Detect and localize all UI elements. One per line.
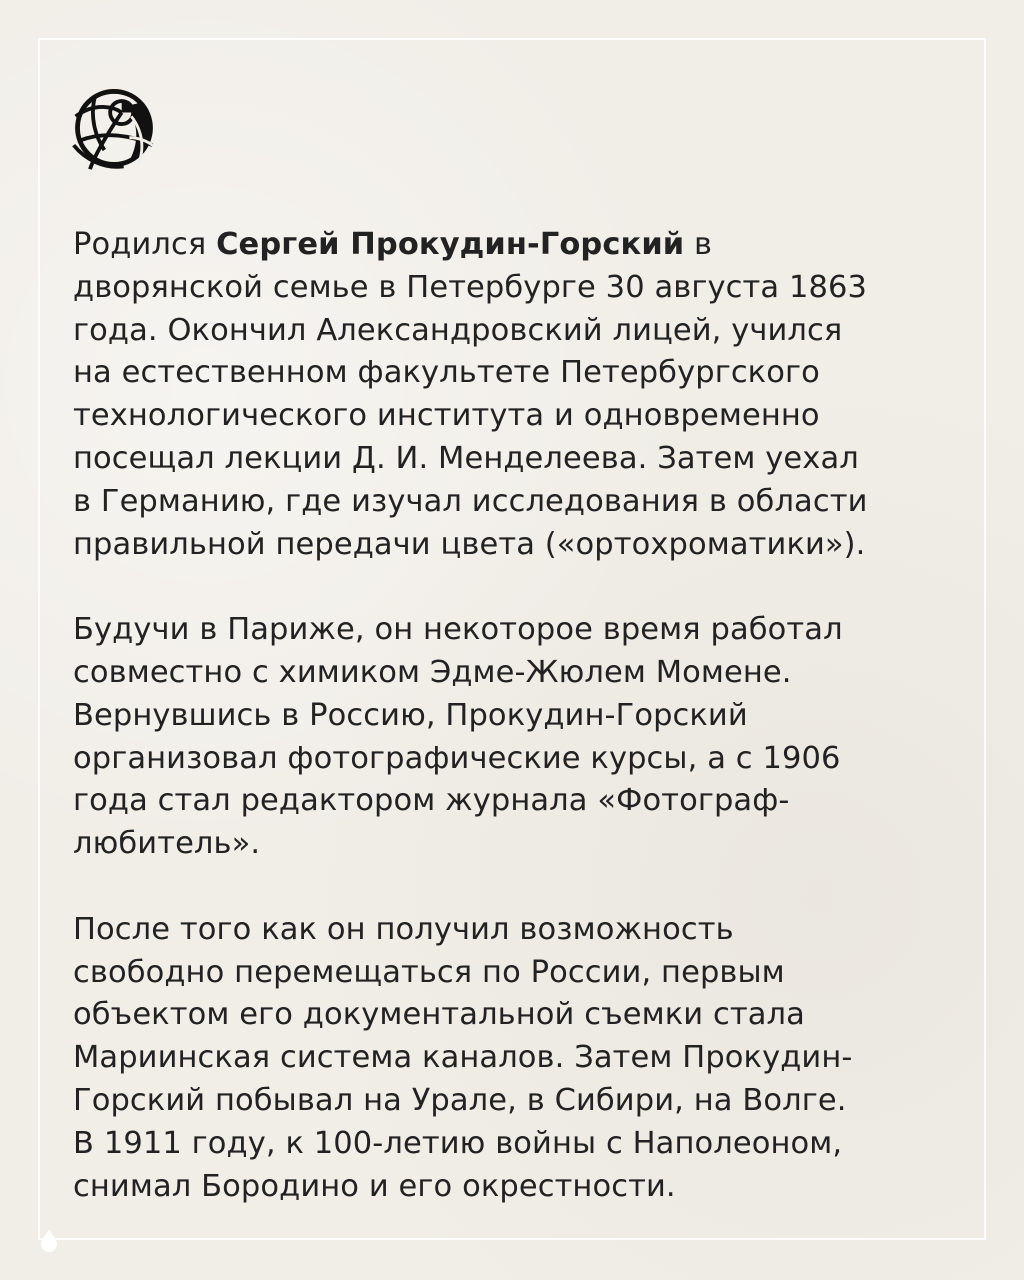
text-line: свободно перемещаться по России, первым bbox=[73, 954, 785, 990]
text-line: года. Окончил Александровский лицей, учился bbox=[73, 312, 843, 348]
text-line: правильной передачи цвета («ортохроматики»). bbox=[73, 526, 866, 562]
text-segment: Родился bbox=[73, 227, 217, 262]
paragraph-3 bbox=[73, 909, 868, 1209]
text-line: После того как он получил возможность bbox=[73, 911, 734, 947]
paragraph-2 bbox=[73, 609, 868, 866]
text-segment: в bbox=[684, 227, 713, 262]
text-line: года стал редактором журнала «Фотограф- bbox=[73, 783, 790, 819]
text-line: технологического института и одновременно bbox=[73, 398, 820, 434]
text-line: Вернувшись в Россию, Прокудин-Горский bbox=[73, 697, 748, 733]
text-line: снимал Бородино и его окрестности. bbox=[73, 1168, 676, 1204]
drop-icon bbox=[40, 1228, 58, 1252]
text-line: Горский побывал на Урале, в Сибири, на Волге. bbox=[73, 1082, 847, 1118]
globe-icon bbox=[66, 78, 162, 174]
text-line: Мариинская система каналов. Затем Прокудин- bbox=[73, 1040, 853, 1076]
text-line: Будучи в Париже, он некоторое время работал bbox=[73, 612, 843, 648]
paragraph-1 bbox=[73, 224, 868, 566]
text-line: на естественном факультете Петербургского bbox=[73, 355, 820, 391]
text-line: посещал лекции Д. И. Менделеева. Затем уехал bbox=[73, 440, 859, 476]
text-line: организовал фотографические курсы, а с 1906 bbox=[73, 740, 841, 776]
text-line: объектом его документальной съемки стала bbox=[73, 997, 805, 1033]
text-line: дворянской семье в Петербурге 30 августа 1863 bbox=[73, 269, 867, 305]
text-line: совместно с химиком Эдме-Жюлем Момене. bbox=[73, 654, 792, 690]
text-line: любитель». bbox=[73, 826, 261, 862]
article-body bbox=[73, 224, 868, 1251]
text-line bbox=[73, 224, 868, 267]
text-line: В 1911 году, к 100-летию войны с Наполеоном, bbox=[73, 1125, 843, 1161]
text-line: в Германию, где изучал исследования в области bbox=[73, 483, 868, 519]
person-name: Сергей Прокудин-Горский bbox=[216, 227, 685, 262]
